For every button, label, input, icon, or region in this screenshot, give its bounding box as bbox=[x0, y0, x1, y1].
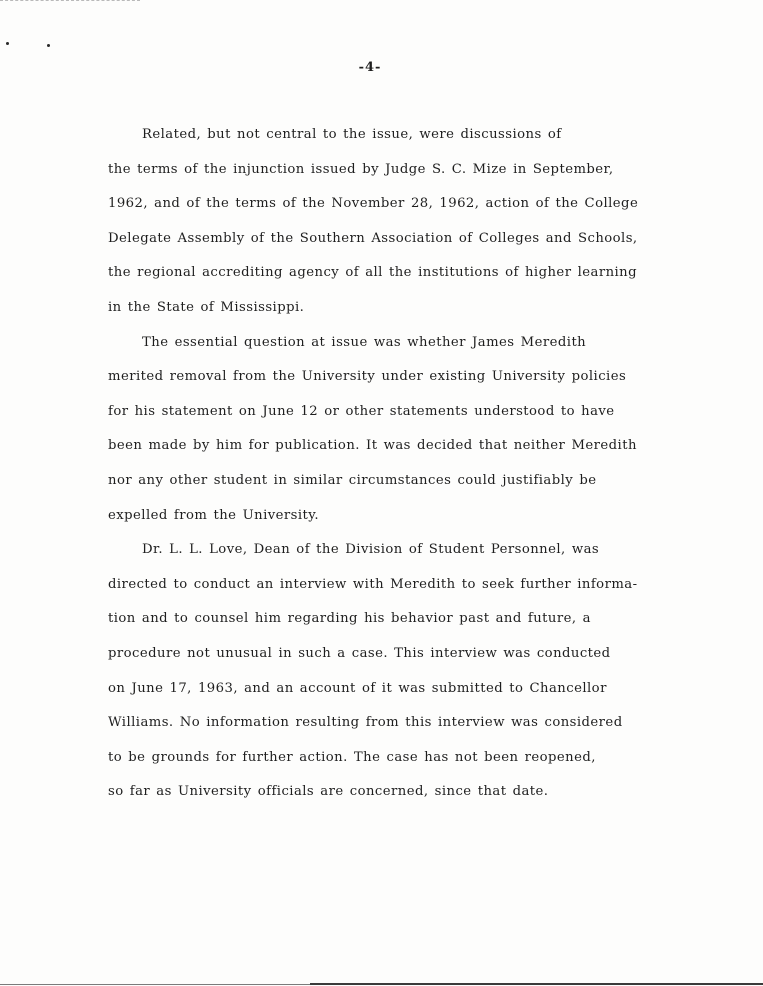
paragraph-3-line-8: so far as University officials are concerned, since that date. bbox=[108, 784, 549, 800]
page-number: -4- bbox=[358, 60, 382, 75]
paragraph-3-line-4: procedure not unusual in such a case. This interview was conducted bbox=[108, 645, 611, 661]
paragraph-2-line-5: nor any other student in similar circumstances could justifiably be bbox=[108, 472, 597, 488]
paragraph-3-line-1: Dr. L. L. Love, Dean of the Division of Student Personnel, was bbox=[142, 542, 600, 558]
bottom-edge-rule-dark bbox=[310, 983, 763, 985]
scan-speck bbox=[47, 44, 50, 47]
paragraph-1-line-3: 1962, and of the terms of the November 28, 1962, action of the College bbox=[108, 196, 639, 212]
paragraph-2-line-2: merited removal from the University under existing University policies bbox=[108, 369, 627, 385]
scan-speck bbox=[6, 42, 9, 45]
paragraph-1-line-5: the regional accrediting agency of all the institutions of higher learning bbox=[108, 265, 638, 281]
paragraph-2-line-4: been made by him for publication. It was decided that neither Meredith bbox=[108, 438, 637, 454]
paragraph-1-line-1: Related, but not central to the issue, were discussions of bbox=[142, 127, 562, 142]
paragraph-3-line-3: tion and to counsel him regarding his behavior past and future, a bbox=[108, 611, 591, 627]
paragraph-2-line-6: expelled from the University. bbox=[108, 507, 320, 523]
body-text bbox=[108, 118, 668, 810]
paragraph-1-line-6: in the State of Mississippi. bbox=[108, 299, 305, 315]
top-edge-dashes bbox=[0, 0, 140, 3]
paragraph-1-line-4: Delegate Assembly of the Southern Association of Colleges and Schools, bbox=[108, 230, 638, 246]
paragraph-1-line-2: the terms of the injunction issued by Judge S. C. Mize in September, bbox=[108, 161, 614, 177]
paragraph-3-line-2: directed to conduct an interview with Meredith to seek further informa- bbox=[108, 576, 638, 592]
paragraph-3-line-6: Williams. No information resulting from this interview was considered bbox=[108, 715, 623, 731]
paragraph-3-line-5: on June 17, 1963, and an account of it was submitted to Chancellor bbox=[108, 680, 607, 696]
paragraph-2-line-3: for his statement on June 12 or other statements understood to have bbox=[108, 403, 615, 419]
paragraph-2-line-1: The essential question at issue was whether James Meredith bbox=[142, 334, 587, 350]
paragraph-3-line-7: to be grounds for further action. The case has not been reopened, bbox=[108, 749, 596, 765]
